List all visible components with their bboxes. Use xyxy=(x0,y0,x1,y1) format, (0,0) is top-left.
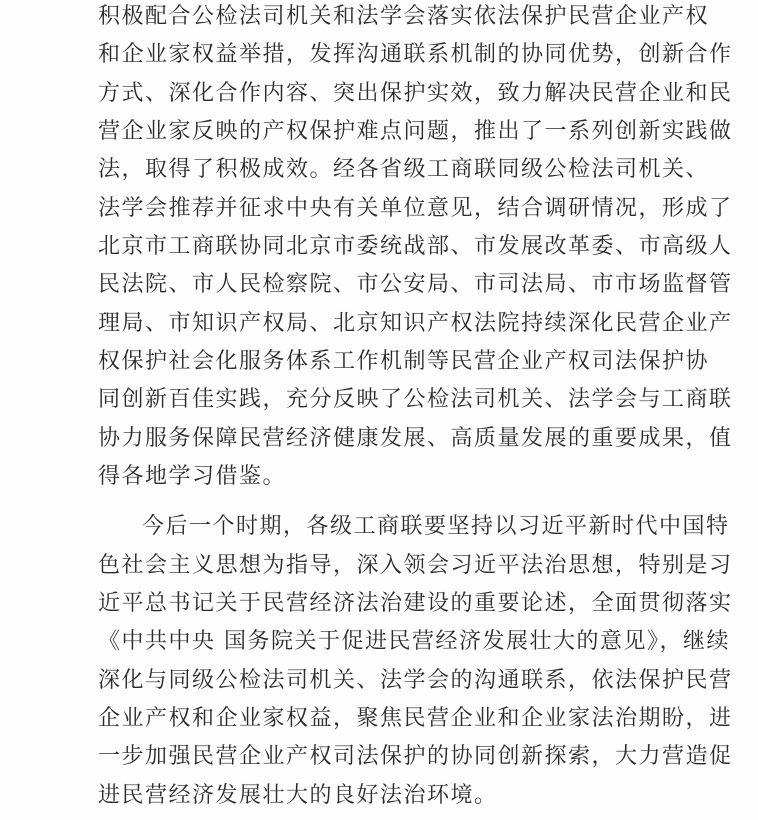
paragraph-1-line-10: 权保护社会化服务体系工作机制等民营企业产权司法保护协 xyxy=(98,349,710,374)
paragraph-1-line-6: 法学会推荐并征求中央有关单位意见，结合调研情况，形成了 xyxy=(98,196,733,221)
paragraph-1-line-7: 北京市工商联协同北京市委统战部、市发展改革委、市高级人 xyxy=(98,234,733,259)
paragraph-1-line-12: 协力服务保障民营经济健康发展、高质量发展的重要成果，值 xyxy=(98,426,733,451)
paragraph-2-line-2: 色社会主义思想为指导，深入领会习近平法治思想，特别是习 xyxy=(98,553,733,578)
paragraph-1-line-1: 积极配合公检法司机关和法学会落实依法保护民营企业产权 xyxy=(98,4,710,29)
paragraph-1-line-2: 和企业家权益举措，发挥沟通联系机制的协同优势，创新合作 xyxy=(98,42,733,67)
paragraph-2-line-7: 一步加强民营企业产权司法保护的协同创新探索，大力营造促 xyxy=(98,744,733,769)
paragraph-1-line-13: 得各地学习借鉴。 xyxy=(98,464,287,489)
paragraph-2-line-3: 近平总书记关于民营经济法治建设的重要论述，全面贯彻落实 xyxy=(98,591,733,616)
paragraph-1-line-3: 方式、深化合作内容、突出保护实效，致力解决民营企业和民 xyxy=(98,81,733,106)
paragraph-2-line-6: 企业产权和企业家权益，聚焦民营企业和企业家法治期盼，进 xyxy=(98,706,733,731)
paragraph-2-line-4: 《中共中央 国务院关于促进民营经济发展壮大的意见》，继续 xyxy=(98,629,730,654)
paragraph-1-line-4: 营企业家反映的产权保护难点问题，推出了一系列创新实践做 xyxy=(98,119,733,144)
paragraph-2-line-5: 深化与同级公检法司机关、法学会的沟通联系，依法保护民营 xyxy=(98,668,733,693)
paragraph-1-line-9: 理局、市知识产权局、北京知识产权法院持续深化民营企业产 xyxy=(98,311,733,336)
paragraph-1-line-8: 民法院、市人民检察院、市公安局、市司法局、市市场监督管 xyxy=(98,272,733,297)
paragraph-2-line-1: 今后一个时期，各级工商联要坚持以习近平新时代中国特 xyxy=(142,514,730,539)
paragraph-1-line-5: 法，取得了积极成效。经各省级工商联同级公检法司机关、 xyxy=(98,157,710,182)
paragraph-2-line-8: 进民营经济发展壮大的良好法治环境。 xyxy=(98,783,498,808)
paragraph-1-line-11: 同创新百佳实践，充分反映了公检法司机关、法学会与工商联 xyxy=(98,387,733,412)
